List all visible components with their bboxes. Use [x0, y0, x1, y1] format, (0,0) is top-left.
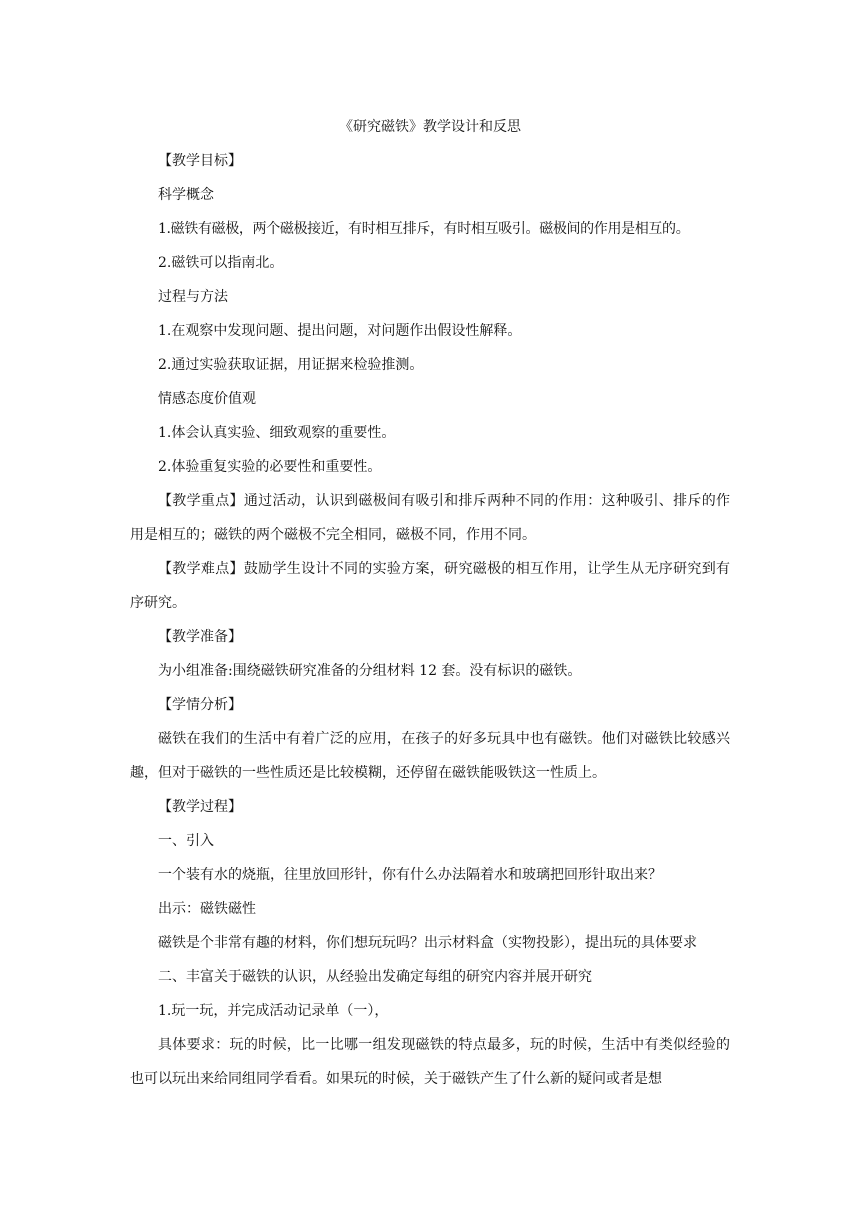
- paragraph-preparation: 为小组准备:围绕磁铁研究准备的分组材料 12 套。没有标识的磁铁。: [158, 663, 582, 679]
- step-heading-introduction: 一、引入: [158, 833, 214, 849]
- paragraph-science-2: 2.磁铁可以指南北。: [158, 255, 284, 271]
- document-body: [130, 110, 730, 1096]
- label-key-points: 【教学重点】: [158, 493, 244, 509]
- section-heading-preparation: 【教学准备】: [158, 629, 242, 645]
- paragraph-process-2: 2.通过实验获取证据，用证据来检验推测。: [158, 357, 424, 373]
- section-heading-teaching-process: 【教学过程】: [158, 799, 242, 815]
- document-title: 《研究磁铁》教学设计和反思: [339, 119, 521, 135]
- text-key-points: 通过活动，认识到磁极间有吸引和排斥两种不同的作用：这种吸引、排斥的作用是相互的；磁铁的两个磁极不完全相同，磁极不同，作用不同。: [130, 493, 731, 543]
- subheading-process-methods: 过程与方法: [158, 289, 228, 305]
- paragraph-attitude-2: 2.体验重复实验的必要性和重要性。: [158, 459, 382, 475]
- paragraph-play: 磁铁是个非常有趣的材料，你们想玩玩吗？出示材料盒（实物投影），提出玩的具体要求: [158, 935, 697, 951]
- paragraph-research-requirements: 具体要求：玩的时候，比一比哪一组发现磁铁的特点最多，玩的时候，生活中有类似经验的也可以玩出来给同组同学看看。如果玩的时候，关于磁铁产生了什么新的疑问或者是想: [130, 1037, 730, 1087]
- paragraph-show: 出示：磁铁磁性: [158, 901, 256, 917]
- paragraph-attitude-1: 1.体会认真实验、细致观察的重要性。: [158, 425, 396, 441]
- paragraph-process-1: 1.在观察中发现问题、提出问题，对问题作出假设性解释。: [158, 323, 522, 339]
- subheading-attitude-values: 情感态度价值观: [158, 391, 256, 407]
- subheading-science-concepts: 科学概念: [158, 187, 214, 203]
- paragraph-key-points: [130, 484, 730, 552]
- paragraph-research-1: 1.玩一玩，并完成活动记录单（一），: [158, 1003, 389, 1019]
- paragraph-science-1: 1.磁铁有磁极，两个磁极接近，有时相互排斥，有时相互吸引。磁极间的作用是相互的。: [158, 221, 690, 237]
- paragraph-introduction: 一个装有水的烧瓶，往里放回形针，你有什么办法隔着水和玻璃把回形针取出来？: [158, 867, 662, 883]
- text-difficulties: 鼓励学生设计不同的实验方案，研究磁极的相互作用，让学生从无序研究到有序研究。: [130, 561, 731, 611]
- section-heading-analysis: 【学情分析】: [158, 697, 242, 713]
- step-heading-research: 二、丰富关于磁铁的认识，从经验出发确定每组的研究内容并展开研究: [158, 969, 592, 985]
- paragraph-analysis: 磁铁在我们的生活中有着广泛的应用，在孩子的好多玩具中也有磁铁。他们对磁铁比较感兴趣，但对于磁铁的一些性质还是比较模糊，还停留在磁铁能吸铁这一性质上。: [130, 731, 730, 781]
- paragraph-difficulties: [130, 552, 730, 620]
- label-difficulties: 【教学难点】: [158, 561, 244, 577]
- section-heading-goals: 【教学目标】: [158, 153, 242, 169]
